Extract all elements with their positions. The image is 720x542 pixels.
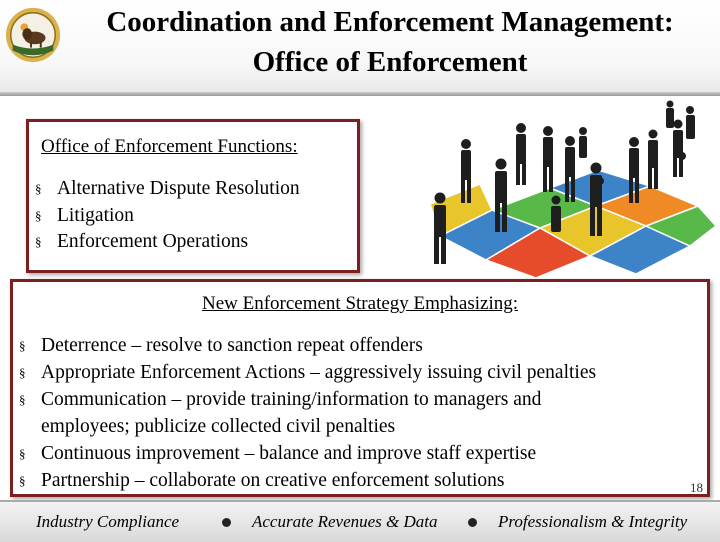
bullet-dot-icon (222, 518, 231, 527)
list-item-continuation: employees; publicize collected civil penalties (41, 416, 396, 437)
slide-footer (0, 500, 720, 542)
page-number: 18 (690, 480, 703, 495)
square-bullet-icon: § (19, 473, 26, 488)
square-bullet-icon: § (35, 234, 42, 249)
list-item: § Appropriate Enforcement Actions – aggressively issuing civil penalties (13, 359, 703, 386)
department-seal-logo (4, 6, 62, 64)
title-line-1: Coordination and Enforcement Management: (106, 6, 674, 38)
list-item: § Litigation (29, 203, 300, 230)
slide-title (60, 2, 720, 82)
list-item: § Continuous improvement – balance and improve staff expertise (13, 440, 703, 467)
puzzle-businessmen-illustration (400, 96, 718, 280)
functions-panel (26, 119, 360, 273)
list-item: § Partnership – collaborate on creative enforcement solutions (13, 467, 703, 494)
footer-item-accurate-revenues: Accurate Revenues & Data (252, 512, 438, 531)
square-bullet-icon: § (35, 181, 42, 196)
list-item: § Communication – provide training/information to managers and (13, 386, 703, 413)
list-item: § Alternative Dispute Resolution (29, 176, 300, 203)
square-bullet-icon: § (19, 365, 26, 380)
strategy-panel (10, 279, 710, 497)
functions-list (29, 176, 300, 256)
list-item: § Deterrence – resolve to sanction repeat offenders (13, 332, 703, 359)
title-line-2: Office of Enforcement (252, 46, 528, 78)
square-bullet-icon: § (19, 392, 26, 407)
bullet-dot-icon (468, 518, 477, 527)
square-bullet-icon: § (35, 207, 42, 223)
slide-header (0, 0, 720, 94)
strategy-list (13, 332, 703, 494)
footer-item-industry-compliance: Industry Compliance (36, 512, 180, 531)
list-item: § Enforcement Operations (29, 229, 300, 256)
strategy-panel-title: New Enforcement Strategy Emphasizing: (201, 293, 519, 314)
footer-item-professionalism: Professionalism & Integrity (498, 512, 688, 531)
functions-panel-title: Office of Enforcement Functions: (41, 136, 298, 157)
square-bullet-icon: § (19, 446, 26, 461)
square-bullet-icon: § (19, 338, 26, 353)
